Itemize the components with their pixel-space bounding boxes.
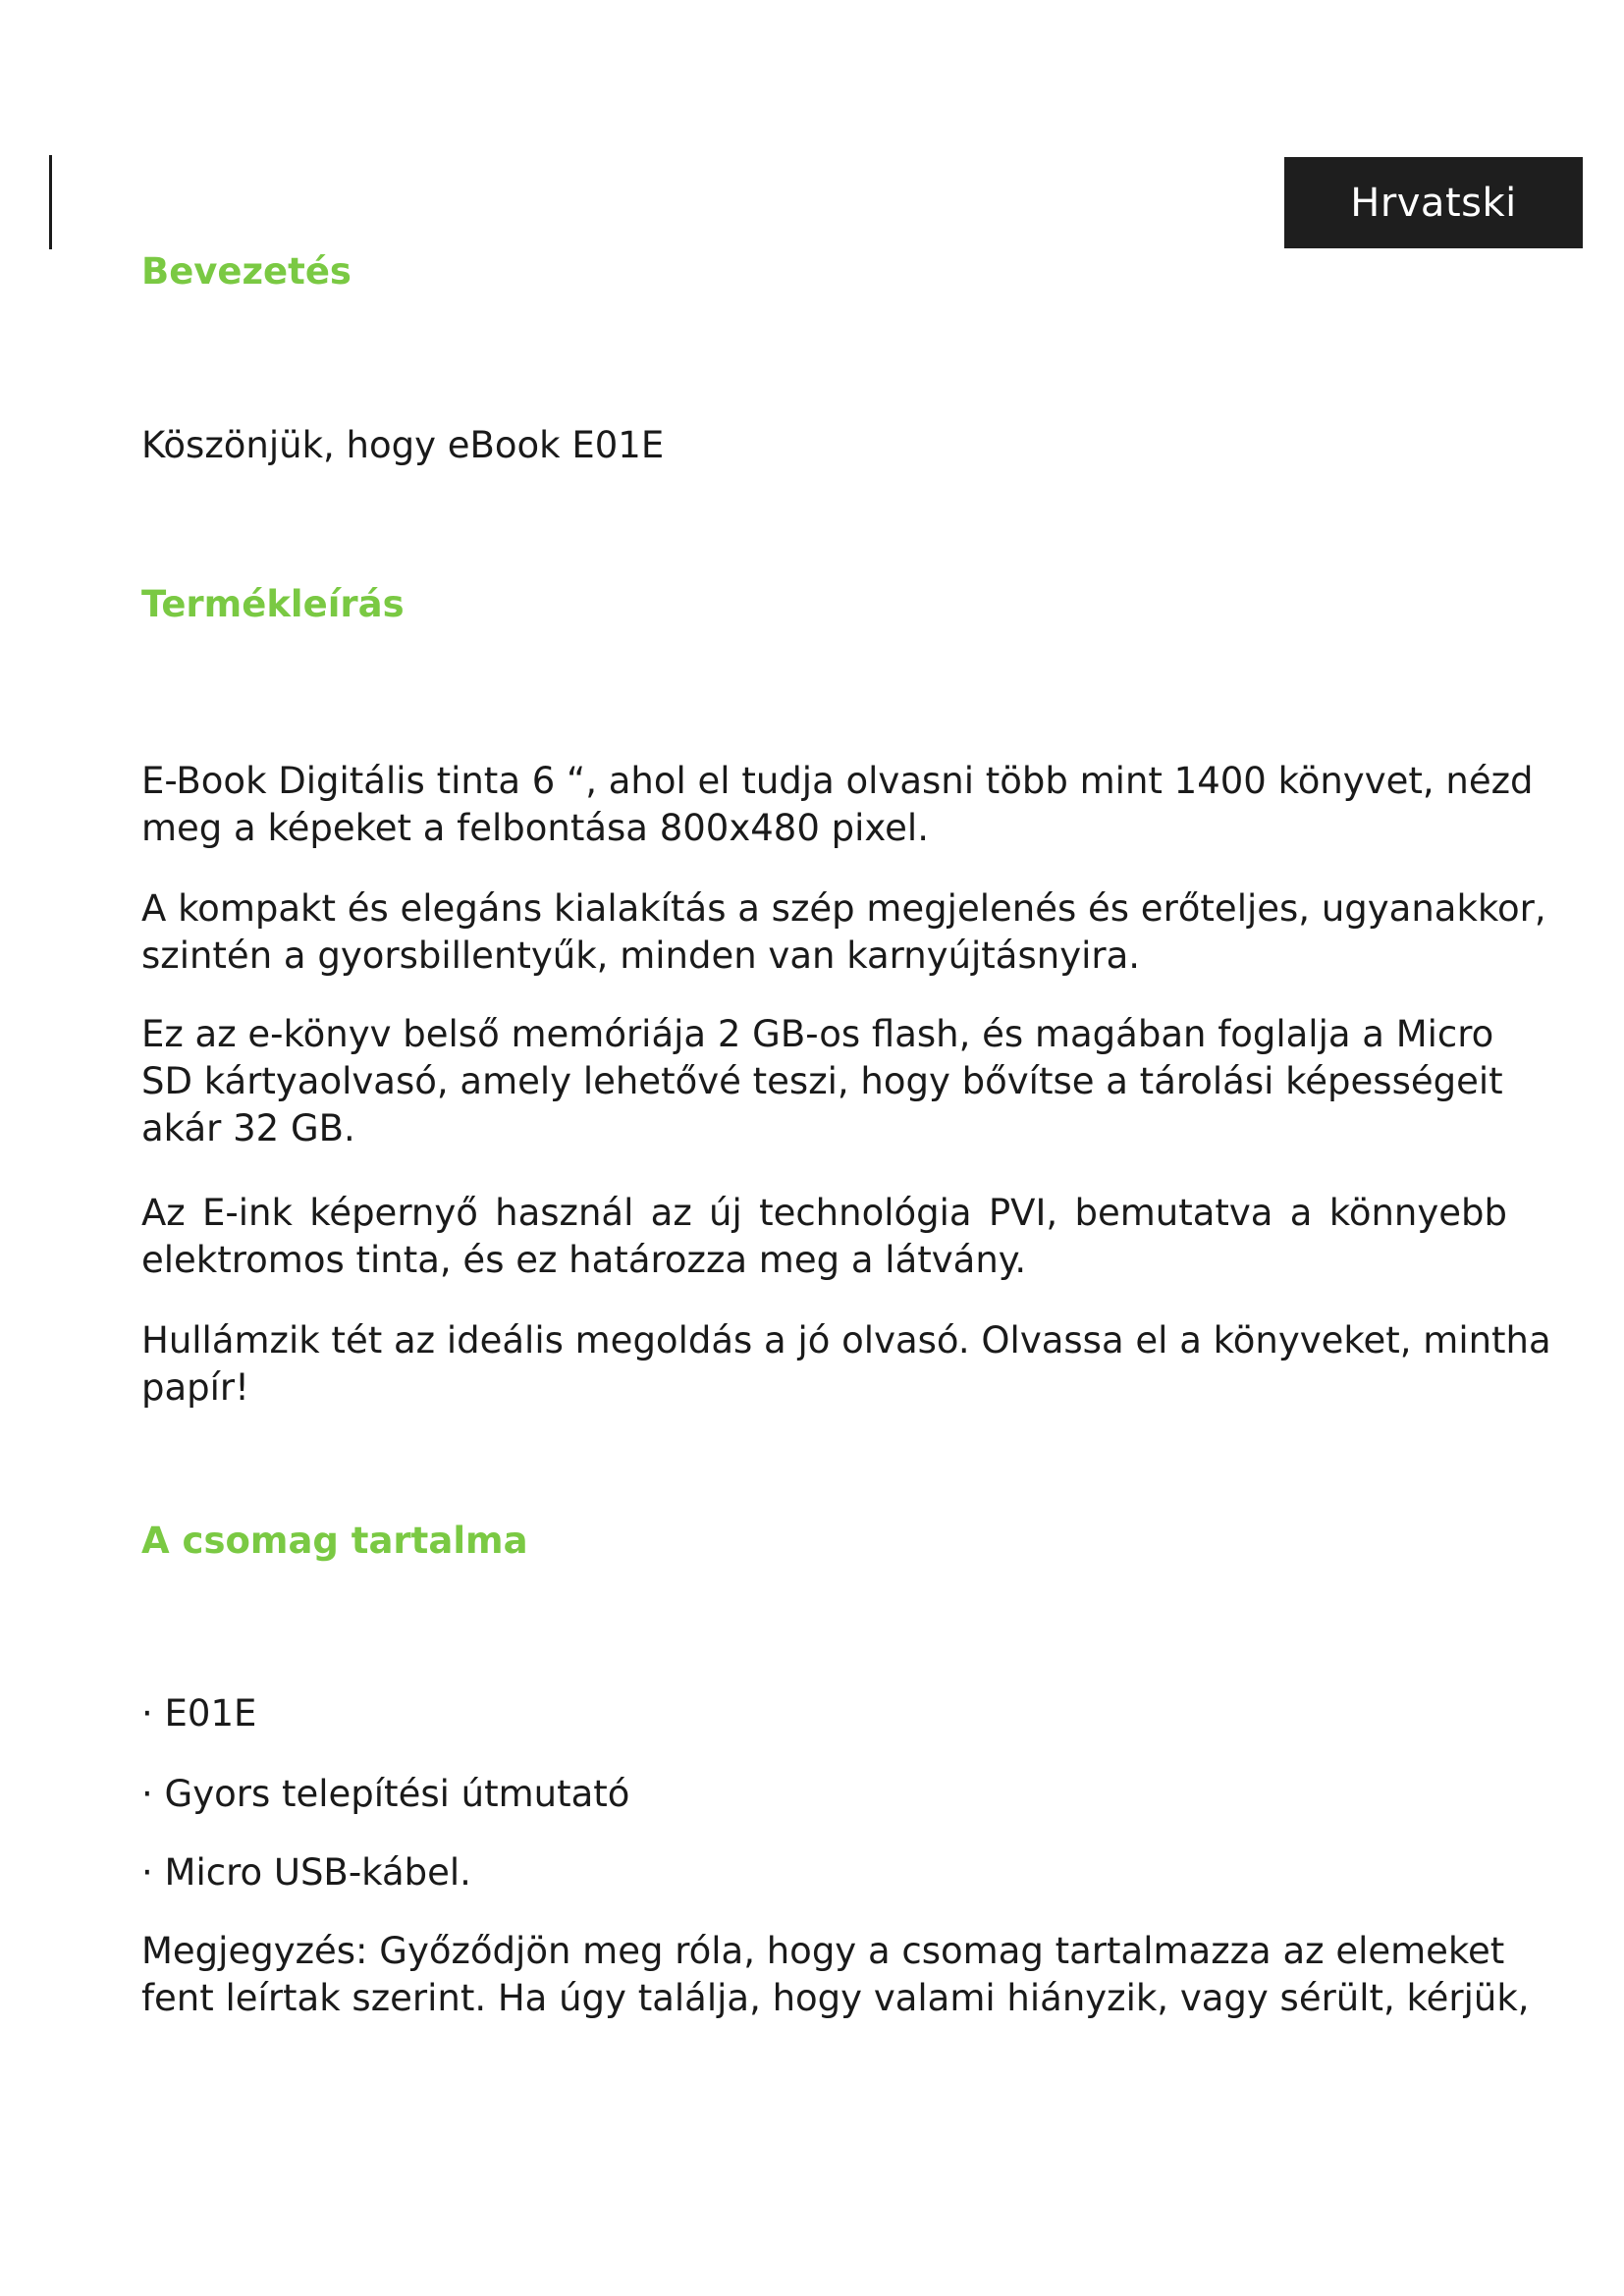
product-paragraph-2 <box>141 885 1546 980</box>
package-item: · Gyors telepítési útmutató <box>141 1773 630 1815</box>
text-line: elektromos tinta, és ez határozza meg a látvány. <box>141 1239 1027 1281</box>
product-paragraph-5 <box>141 1317 1551 1412</box>
package-item: · Micro USB-kábel. <box>141 1851 471 1894</box>
text-line: SD kártyaolvasó, amely lehetővé teszi, hogy bővítse a tárolási képességeit <box>141 1060 1503 1102</box>
intro-text: Köszönjük, hogy eBook E01E <box>141 424 665 466</box>
product-paragraph-1 <box>141 758 1534 852</box>
language-tab <box>1284 157 1583 248</box>
package-note <box>141 1928 1530 2022</box>
text-line: akár 32 GB. <box>141 1107 355 1149</box>
heading-intro: Bevezetés <box>141 250 352 293</box>
text-line: szintén a gyorsbillentyűk, minden van karnyújtásnyira. <box>141 934 1141 977</box>
product-paragraph-3 <box>141 1011 1503 1152</box>
text-line: papír! <box>141 1366 249 1409</box>
text-line: Hullámzik tét az ideális megoldás a jó olvasó. Olvassa el a könyveket, mintha <box>141 1319 1551 1362</box>
language-tab-label: Hrvatski <box>1350 180 1517 226</box>
package-item: · E01E <box>141 1692 257 1735</box>
product-paragraph-4 <box>141 1190 1507 1284</box>
text-line: meg a képeket a felbontása 800x480 pixel. <box>141 807 929 849</box>
text-line: Megjegyzés: Győződjön meg róla, hogy a csomag tartalmazza az elemeket <box>141 1930 1505 1972</box>
margin-rule <box>49 155 52 249</box>
heading-package: A csomag tartalma <box>141 1520 528 1562</box>
text-line: fent leírtak szerint. Ha úgy találja, hogy valami hiányzik, vagy sérült, kérjük, <box>141 1977 1530 2019</box>
text-line: Az E-ink képernyő használ az új technológia PVI, bemutatva a könnyebb <box>141 1192 1507 1234</box>
text-line: A kompakt és elegáns kialakítás a szép megjelenés és erőteljes, ugyanakkor, <box>141 887 1546 930</box>
text-line: E-Book Digitális tinta 6 “, ahol el tudja olvasni több mint 1400 könyvet, nézd <box>141 760 1534 802</box>
text-line: Ez az e-könyv belső memóriája 2 GB-os flash, és magában foglalja a Micro <box>141 1013 1494 1055</box>
heading-product: Termékleírás <box>141 583 405 625</box>
